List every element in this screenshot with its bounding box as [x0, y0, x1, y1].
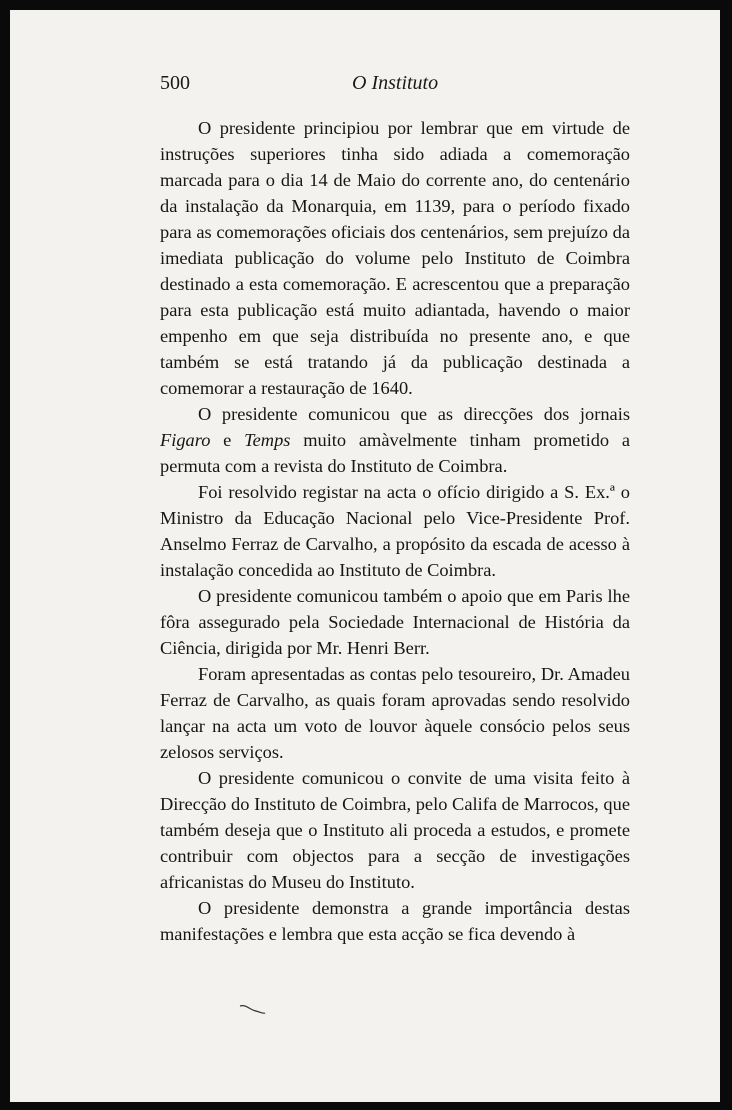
paragraph-2-text-end: muito amàvelmente tinham prometido a permuta com a revista do Instituto de Coimbra.	[160, 430, 630, 476]
paragraph-5: Foram apresentadas as contas pelo tesoureiro, Dr. Amadeu Ferraz de Carvalho, as quais foram aprovadas sendo resolvido lançar na acta um voto de louvor àquele consócio pelos seus zelosos serviços.	[160, 664, 630, 762]
page-header	[160, 72, 640, 102]
running-title: O Instituto	[352, 72, 439, 94]
paragraph-2-conjunction: e	[210, 430, 245, 450]
book-page	[10, 10, 720, 1102]
page-number: 500	[160, 72, 190, 94]
paragraph-2-text-start: O presidente comunicou que as direcções dos jornais	[198, 404, 630, 424]
paragraph-1: O presidente principiou por lembrar que em virtude de instruções superiores tinha sido adiada a comemoração marcada para o dia 14 de Maio do corrente ano, do centenário da instalação da Monarquia, em 1139, para o período fixado para as comemorações oficiais dos centenários, sem prejuízo da imediata publicação do volume pelo Instituto de Coimbra destinado a esta comemoração. E acrescentou que a preparação para esta publicação está muito adiantada, havendo o maior empenho em que seja distribuída no presente ano, e que também se está tratando já da publicação destinada a comemorar a restauração de 1640.	[160, 118, 630, 398]
paragraph-2	[160, 401, 630, 479]
paragraph-7: O presidente demonstra a grande importância destas manifestações e lembra que esta acção se fica devendo à	[160, 898, 630, 944]
paragraph-6: O presidente comunicou o convite de uma visita feito à Direcção do Instituto de Coimbra, pelo Califa de Marrocos, que também deseja que o Instituto ali proceda a estudos, e promete contribuir com objectos para a secção de investigações africanistas do Museu do Instituto.	[160, 768, 630, 892]
newspaper-figaro: Figaro	[160, 430, 211, 450]
ink-stroke-mark	[238, 1002, 268, 1016]
paragraph-3: Foi resolvido registar na acta o ofício dirigido a S. Ex.ª o Ministro da Educação Nacional pelo Vice-Presidente Prof. Anselmo Ferraz de Carvalho, a propósito da escada de acesso à instalação concedida ao Instituto de Coimbra.	[160, 482, 630, 580]
body-text	[160, 115, 630, 947]
paragraph-4: O presidente comunicou também o apoio que em Paris lhe fôra assegurado pela Sociedade Internacional de História da Ciência, dirigida por Mr. Henri Berr.	[160, 586, 630, 658]
newspaper-temps: Temps	[244, 430, 291, 450]
